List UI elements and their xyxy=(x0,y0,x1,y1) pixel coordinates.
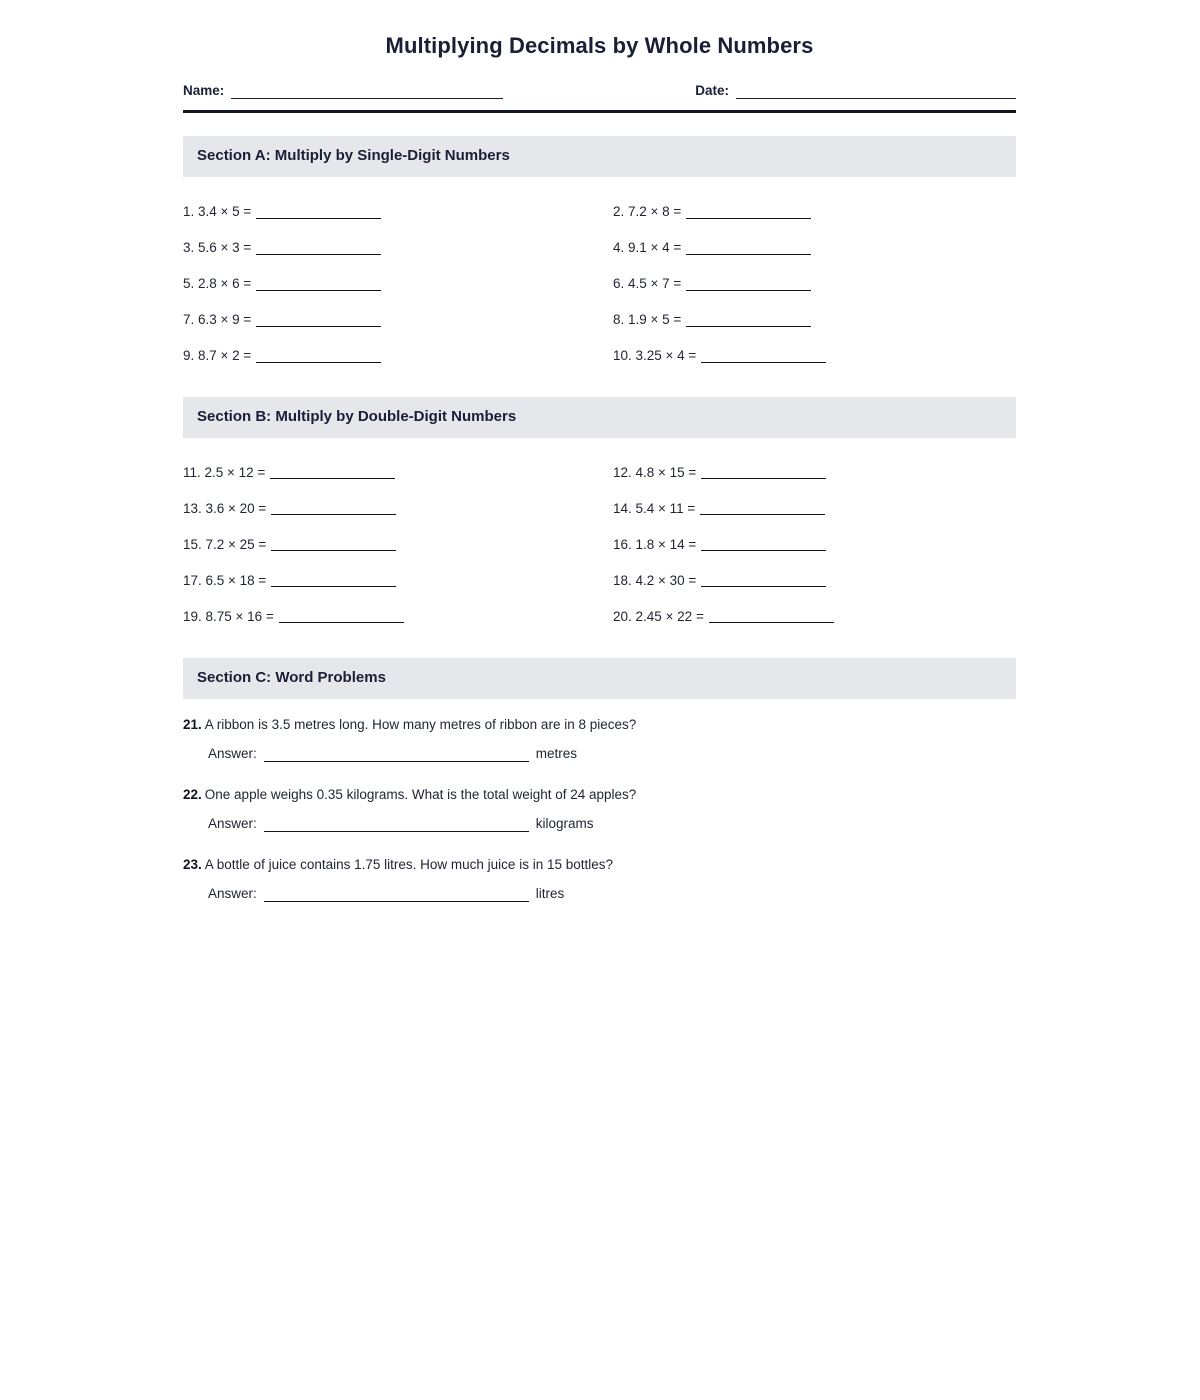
section-a-header xyxy=(183,136,1016,177)
word-problem-number: 21. xyxy=(183,716,202,732)
header-divider xyxy=(183,110,1016,113)
word-problem-question xyxy=(183,716,1016,734)
answer-label: Answer: xyxy=(208,816,257,832)
problem-expression: 10. 3.25 × 4 = xyxy=(613,348,697,364)
answer-label: Answer: xyxy=(208,886,257,902)
problem-item[interactable] xyxy=(613,491,1016,527)
problem-expression: 13. 3.6 × 20 = xyxy=(183,500,267,516)
problem-answer-blank[interactable] xyxy=(701,466,826,479)
problem-answer-blank[interactable] xyxy=(256,350,381,363)
name-input-blank[interactable] xyxy=(231,85,503,99)
answer-unit: metres xyxy=(535,745,578,761)
word-answer-blank[interactable] xyxy=(264,888,529,902)
problem-item[interactable] xyxy=(613,455,1016,491)
answer-label: Answer: xyxy=(208,745,257,761)
problem-item[interactable] xyxy=(183,338,613,374)
problem-answer-blank[interactable] xyxy=(256,314,381,327)
answer-unit: litres xyxy=(535,886,565,902)
section-a-problems xyxy=(183,194,1016,374)
problem-expression: 7. 6.3 × 9 = xyxy=(183,312,252,328)
problem-expression: 17. 6.5 × 18 = xyxy=(183,572,267,588)
problem-answer-blank[interactable] xyxy=(700,502,825,515)
problem-answer-blank[interactable] xyxy=(709,610,834,623)
problem-expression: 18. 4.2 × 30 = xyxy=(613,572,697,588)
word-problem-answer-row[interactable] xyxy=(208,746,1016,762)
problem-item[interactable] xyxy=(183,563,613,599)
problem-item[interactable] xyxy=(613,194,1016,230)
student-info-row xyxy=(183,83,1016,99)
date-input-blank[interactable] xyxy=(736,85,1016,99)
problem-expression: 8. 1.9 × 5 = xyxy=(613,312,682,328)
problem-expression: 3. 5.6 × 3 = xyxy=(183,240,252,256)
problem-item[interactable] xyxy=(613,266,1016,302)
word-problem-item xyxy=(183,786,1016,832)
problem-expression: 5. 2.8 × 6 = xyxy=(183,276,252,292)
name-label: Name: xyxy=(183,83,225,99)
problem-expression: 12. 4.8 × 15 = xyxy=(613,464,697,480)
section-b-problems xyxy=(183,455,1016,635)
problem-answer-blank[interactable] xyxy=(686,278,811,291)
problem-answer-blank[interactable] xyxy=(271,502,396,515)
problem-expression: 20. 2.45 × 22 = xyxy=(613,608,704,624)
problem-answer-blank[interactable] xyxy=(686,242,811,255)
word-problem-answer-row[interactable] xyxy=(208,886,1016,902)
problem-item[interactable] xyxy=(183,491,613,527)
date-field[interactable] xyxy=(695,83,1016,99)
word-problem-text: A ribbon is 3.5 metres long. How many metres of ribbon are in 8 pieces? xyxy=(204,716,637,732)
problem-expression: 1. 3.4 × 5 = xyxy=(183,204,252,220)
worksheet-content xyxy=(183,0,1016,902)
problem-item[interactable] xyxy=(183,266,613,302)
problem-item[interactable] xyxy=(613,599,1016,635)
problem-expression: 6. 4.5 × 7 = xyxy=(613,276,682,292)
problem-answer-blank[interactable] xyxy=(271,574,396,587)
problem-item[interactable] xyxy=(183,194,613,230)
problem-answer-blank[interactable] xyxy=(256,206,381,219)
problem-answer-blank[interactable] xyxy=(701,350,826,363)
problem-item[interactable] xyxy=(613,563,1016,599)
problem-answer-blank[interactable] xyxy=(701,538,826,551)
problem-answer-blank[interactable] xyxy=(271,538,396,551)
problem-item[interactable] xyxy=(183,302,613,338)
problem-answer-blank[interactable] xyxy=(270,466,395,479)
problem-expression: 14. 5.4 × 11 = xyxy=(613,500,696,516)
word-answer-blank[interactable] xyxy=(264,818,529,832)
page-title: Multiplying Decimals by Whole Numbers xyxy=(385,33,814,58)
problem-answer-blank[interactable] xyxy=(256,242,381,255)
word-problem-item xyxy=(183,716,1016,762)
problem-expression: 19. 8.75 × 16 = xyxy=(183,608,274,624)
word-problem-answer-row[interactable] xyxy=(208,816,1016,832)
problem-item[interactable] xyxy=(613,302,1016,338)
problem-expression: 4. 9.1 × 4 = xyxy=(613,240,682,256)
word-problem-item xyxy=(183,856,1016,902)
word-problem-question xyxy=(183,786,1016,804)
problem-answer-blank[interactable] xyxy=(686,314,811,327)
problem-item[interactable] xyxy=(183,599,613,635)
problem-item[interactable] xyxy=(613,527,1016,563)
word-problem-text: A bottle of juice contains 1.75 litres. How much juice is in 15 bottles? xyxy=(204,857,613,873)
problem-expression: 9. 8.7 × 2 = xyxy=(183,348,252,364)
name-field[interactable] xyxy=(183,83,538,99)
problem-item[interactable] xyxy=(183,527,613,563)
problem-answer-blank[interactable] xyxy=(701,574,826,587)
answer-unit: kilograms xyxy=(535,816,594,832)
section-b-title: Section B: Multiply by Double-Digit Numbers xyxy=(197,408,517,426)
problem-item[interactable] xyxy=(613,338,1016,374)
word-answer-blank[interactable] xyxy=(264,748,529,762)
problem-answer-blank[interactable] xyxy=(256,278,381,291)
word-problem-number: 22. xyxy=(183,786,202,802)
problem-expression: 15. 7.2 × 25 = xyxy=(183,536,267,552)
section-b-header xyxy=(183,397,1016,438)
date-label: Date: xyxy=(695,83,729,99)
problem-item[interactable] xyxy=(183,455,613,491)
problem-answer-blank[interactable] xyxy=(686,206,811,219)
problem-answer-blank[interactable] xyxy=(279,610,404,623)
problem-item[interactable] xyxy=(613,230,1016,266)
problem-expression: 11. 2.5 × 12 = xyxy=(183,464,266,480)
word-problem-text: One apple weighs 0.35 kilograms. What is the total weight of 24 apples? xyxy=(204,786,637,802)
problem-expression: 16. 1.8 × 14 = xyxy=(613,536,697,552)
section-a-title: Section A: Multiply by Single-Digit Numbers xyxy=(197,147,510,165)
word-problem-number: 23. xyxy=(183,857,202,873)
section-c-title: Section C: Word Problems xyxy=(197,668,386,686)
word-problem-question xyxy=(183,856,1016,874)
section-c-header xyxy=(183,658,1016,699)
section-c-problems xyxy=(183,716,1016,903)
problem-item[interactable] xyxy=(183,230,613,266)
problem-expression: 2. 7.2 × 8 = xyxy=(613,204,682,220)
